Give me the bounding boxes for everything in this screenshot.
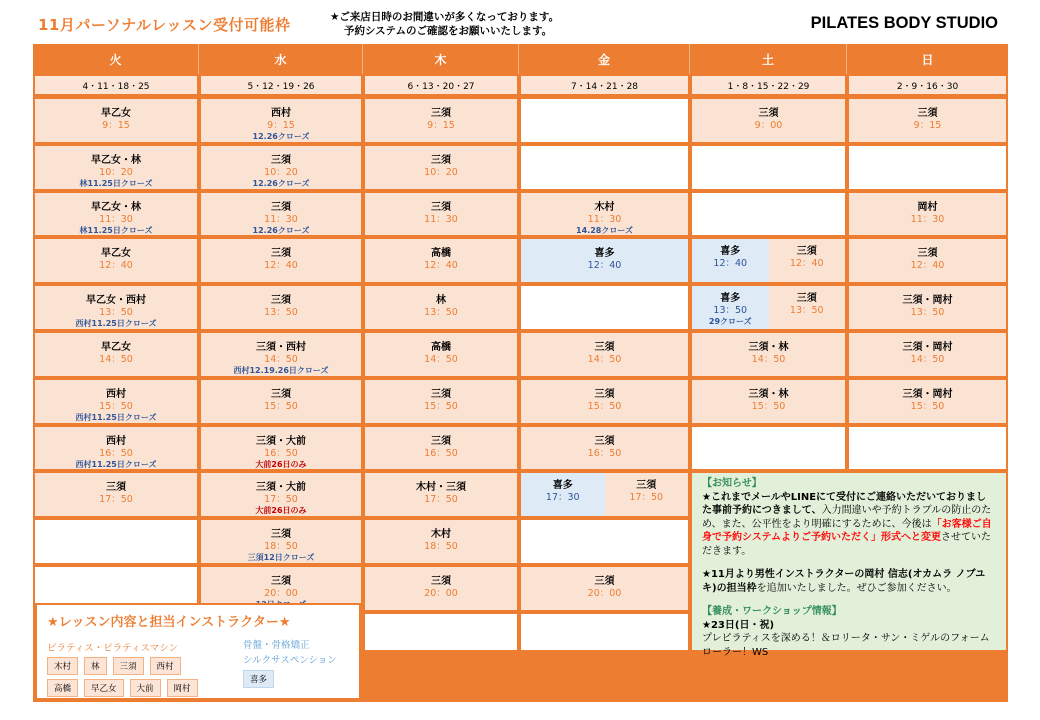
reservation-notice [330, 10, 630, 38]
instructor-name: 三須 [594, 575, 615, 587]
slot-thu-2[interactable] [365, 146, 517, 189]
slot-time: 20：00 [424, 587, 458, 599]
instructor-name: 林 [436, 295, 446, 307]
slot-tue-6[interactable] [35, 333, 197, 376]
slot-sat-5[interactable] [692, 286, 845, 329]
slot-tue-5[interactable] [35, 286, 197, 329]
slot-time: 13：50 [264, 307, 298, 319]
day-header-sun: 日 [847, 44, 1008, 74]
instructor-name: 三須 [271, 575, 291, 587]
slot-sun-3[interactable] [849, 193, 1006, 236]
slot-time: 17：50 [99, 494, 133, 506]
slot-time: 14：50 [587, 353, 622, 365]
instructor-name: 喜多 [720, 293, 741, 305]
instructor-chip: 林 [84, 657, 107, 675]
instructor-name: 西村 [271, 108, 291, 119]
slot-thu-5[interactable] [365, 286, 517, 329]
closure-note: 西村11.25日クローズ [75, 412, 157, 422]
slot-time: 13：50 [789, 305, 824, 317]
instructor-name: 西村 [106, 388, 126, 400]
slot-thu-4[interactable] [365, 239, 517, 282]
slot-time: 15：50 [587, 400, 622, 412]
slot-fri-8[interactable] [521, 427, 688, 470]
slot-wed-2[interactable] [201, 146, 361, 189]
pilates-label: ピラティス・ピラティスマシン [47, 643, 179, 654]
slot-thu-8[interactable] [365, 427, 517, 470]
instructor-name: 三須 [271, 295, 291, 307]
instructor-name: 三須 [431, 388, 451, 400]
instructor-chip: 三須 [113, 657, 144, 675]
slot-time: 13：50 [910, 307, 945, 319]
slot-time: 16：50 [264, 447, 298, 459]
slot-time: 13：50 [99, 307, 133, 319]
instructor-name: 三須・西村 [256, 341, 306, 353]
slot-time: 9：15 [267, 120, 295, 131]
slot-sun-4[interactable] [849, 239, 1006, 282]
instructor-chip: 早乙女 [84, 679, 124, 697]
slot-time: 10：20 [424, 166, 458, 178]
instructor-name: 三須 [431, 435, 451, 447]
slot-fri-7[interactable] [521, 380, 688, 423]
availability-note: 大前26日のみ [255, 459, 307, 469]
instructor-name: 喜多 [594, 248, 615, 260]
slot-fri-3[interactable] [521, 193, 688, 236]
notice-line-1: ★ご来店日時のお間違いが多くなっております。 [330, 11, 560, 23]
slot-time: 13：50 [424, 307, 458, 319]
instructor-name: 早乙女 [101, 248, 131, 260]
date-header-sun: 2・9・16・30 [849, 76, 1006, 94]
date-header-tue: 4・11・18・25 [35, 76, 197, 94]
pelvis-label: 骨盤・骨格矯正 [243, 640, 310, 651]
slot-thu-6[interactable] [365, 333, 517, 376]
lesson-instructor-box [35, 603, 361, 700]
instructor-name: 三須 [594, 341, 615, 353]
slot-sat-6[interactable] [692, 333, 845, 376]
slot-thu-7[interactable] [365, 380, 517, 423]
instructor-name: 三須 [271, 248, 291, 260]
announcement-emphasis: 「お客様ご自身で予約システムよりご予約いただく」形式へと変更 [702, 518, 992, 544]
day-header-tue: 火 [33, 44, 199, 74]
slot-sat-8 [692, 427, 845, 470]
slot-sat-4-b[interactable] [769, 239, 846, 282]
slot-tue-3[interactable] [35, 193, 197, 236]
slot-time: 9：15 [913, 120, 942, 131]
pelvis-silk-group [243, 640, 337, 697]
announcement-text: ★これまでメールやLINEにて受付にご連絡いただいておりました事前予約につきまして、 [702, 491, 987, 517]
slot-thu-12 [365, 614, 517, 650]
workshop-heading: 【養成・ワークショップ情報】 [702, 606, 842, 618]
slot-time: 17：30 [545, 492, 580, 504]
instructor-name: 三須・岡村 [902, 295, 953, 307]
announcement-text: ★11月より男性インストラクターの岡村 信志(オカムラ ノブユキ)の担当枠 [702, 569, 986, 594]
instructor-name: 三須 [431, 575, 451, 587]
slot-fri-6[interactable] [521, 333, 688, 376]
slot-time: 20：00 [264, 587, 298, 599]
slot-time: 15：50 [264, 400, 298, 412]
lesson-title: ★レッスン内容と担当インストラクター★ [47, 615, 291, 630]
slot-time: 9：15 [102, 120, 130, 131]
slot-time: 13：50 [713, 305, 748, 317]
slot-wed-5[interactable] [201, 286, 361, 329]
announcement-reservation [702, 491, 996, 559]
instructor-name: 早乙女・林 [91, 201, 141, 213]
slot-sat-4-a[interactable] [692, 239, 769, 282]
instructor-chip: 高橋 [47, 679, 78, 697]
date-header-wed: 5・12・19・26 [201, 76, 361, 94]
slot-wed-10[interactable] [201, 520, 361, 563]
studio-name: PILATES BODY STUDIO [810, 14, 998, 32]
instructor-name: 三須 [431, 154, 451, 166]
closure-note: 29クローズ [708, 317, 752, 327]
announcement-text: させていただきます。 [702, 532, 991, 557]
slot-tue-4[interactable] [35, 239, 197, 282]
instructor-name: 岡村 [917, 201, 938, 213]
instructor-name: 喜多 [720, 246, 741, 258]
instructor-name: 三須 [758, 108, 779, 119]
day-header-wed: 水 [199, 44, 363, 74]
instructor-name: 三須 [271, 201, 291, 213]
instructor-name: 三須 [796, 293, 817, 305]
closure-note: 12.26クローズ [252, 132, 310, 141]
slot-sat-4[interactable] [692, 239, 845, 282]
slot-time: 10：20 [264, 166, 298, 178]
instructor-name: 三須・林 [748, 388, 789, 400]
silk-label: シルクサスペンション [243, 655, 337, 666]
slot-sat-7[interactable] [692, 380, 845, 423]
slot-tue-8[interactable] [35, 427, 197, 470]
slot-sat-1[interactable] [692, 99, 845, 142]
pilates-group [47, 640, 217, 697]
slot-fri-9-a[interactable] [521, 473, 605, 516]
slot-time: 17：50 [264, 494, 298, 506]
slot-time: 16：50 [587, 447, 622, 459]
slot-wed-3[interactable] [201, 193, 361, 236]
closure-note: 林11.25日クローズ [79, 178, 153, 188]
slot-fri-5 [521, 286, 688, 329]
slot-tue-1[interactable] [35, 99, 197, 142]
slot-wed-1[interactable] [201, 99, 361, 142]
instructor-name: 西村 [106, 435, 126, 447]
instructor-name: 三須・大前 [256, 482, 306, 494]
announcement-panel [692, 473, 1006, 658]
slot-time: 14：50 [424, 353, 458, 365]
instructor-name: 早乙女・西村 [86, 295, 146, 307]
instructor-chip: 西村 [150, 657, 181, 675]
slot-thu-10[interactable] [365, 520, 517, 563]
instructor-name: 高橋 [431, 341, 451, 353]
slot-time: 9：15 [427, 120, 455, 131]
workshop-date: ★23日(日・祝) [702, 619, 775, 631]
date-header-sat: 1・8・15・22・29 [692, 76, 845, 94]
slot-sun-5[interactable] [849, 286, 1006, 329]
closure-note: 西村11.25日クローズ [75, 319, 157, 329]
instructor-name: 三須 [594, 435, 615, 447]
slot-fri-9[interactable] [521, 473, 688, 516]
announcement-text: 入力間違いや予約トラブルの防止のため、また、公平性をより明確にするために、今後は [702, 505, 992, 530]
slot-fri-4[interactable] [521, 239, 688, 282]
slot-time: 11：30 [264, 213, 298, 225]
instructor-chip: 大前 [130, 679, 161, 697]
slot-time: 14：50 [99, 353, 133, 365]
instructor-name: 三須 [917, 108, 938, 119]
slot-sat-3 [692, 193, 845, 236]
slot-fri-11[interactable] [521, 567, 688, 610]
slot-tue-10 [35, 520, 197, 563]
instructor-name: 三須 [594, 388, 615, 400]
day-header-sat: 土 [690, 44, 847, 74]
slot-thu-11[interactable] [365, 567, 517, 610]
slot-sun-6[interactable] [849, 333, 1006, 376]
slot-time: 12：40 [910, 260, 945, 272]
slot-tue-7[interactable] [35, 380, 197, 423]
instructor-name: 木村・三須 [416, 482, 466, 494]
instructor-name: 三須 [271, 154, 291, 166]
closure-note: 14.28クローズ [576, 225, 633, 235]
instructor-name: 三須 [431, 108, 451, 119]
slot-time: 11：30 [587, 213, 622, 225]
closure-note: 12.26クローズ [252, 178, 310, 188]
instructor-name: 喜多 [552, 480, 573, 492]
slot-wed-7[interactable] [201, 380, 361, 423]
date-header-thu: 6・13・20・27 [365, 76, 517, 94]
slot-time: 15：50 [751, 400, 786, 412]
instructor-name: 三須 [636, 480, 657, 492]
slot-time: 11：30 [910, 213, 945, 225]
slot-sun-1[interactable] [849, 99, 1006, 142]
instructor-name: 三須・林 [748, 341, 789, 353]
closure-note: 三須12日クローズ [247, 553, 315, 563]
slot-time: 20：00 [587, 587, 622, 599]
slot-time: 16：50 [99, 447, 133, 459]
instructor-name: 三須 [796, 246, 817, 258]
instructor-name: 木村 [594, 201, 615, 213]
instructor-name: 三須 [106, 482, 126, 494]
slot-time: 12：40 [587, 260, 622, 272]
announcement-text: を追加いたしました。ぜひご参加ください。 [756, 582, 957, 594]
page-title: 11月パーソナルレッスン受付可能枠 [38, 16, 291, 34]
slot-fri-1 [521, 99, 688, 142]
slot-fri-12 [521, 614, 688, 650]
slot-time: 16：50 [424, 447, 458, 459]
slot-thu-1[interactable] [365, 99, 517, 142]
instructor-name: 早乙女・林 [91, 154, 141, 166]
slot-time: 12：40 [713, 258, 748, 270]
slot-time: 18：50 [424, 541, 458, 553]
slot-time: 10：20 [99, 166, 133, 178]
slot-thu-3[interactable] [365, 193, 517, 236]
slot-time: 12：40 [789, 258, 824, 270]
slot-wed-6[interactable] [201, 333, 361, 376]
slot-time: 11：30 [99, 213, 133, 225]
slot-sat-2 [692, 146, 845, 189]
slot-sun-2 [849, 146, 1006, 189]
notice-line-2: 予約システムのご確認をお願いいたします。 [344, 25, 553, 37]
slot-sun-8 [849, 427, 1006, 470]
day-header-fri: 金 [519, 44, 690, 74]
instructor-chip: 岡村 [167, 679, 198, 697]
closure-note: 林11.25日クローズ [79, 225, 153, 235]
instructor-name: 三須 [271, 529, 291, 541]
slot-sat-5-b[interactable] [769, 286, 846, 329]
instructor-chip: 木村 [47, 657, 78, 675]
availability-note: 大前26日のみ [255, 506, 307, 516]
slot-time: 18：50 [264, 541, 298, 553]
instructor-name: 三須 [431, 201, 451, 213]
day-header-thu: 木 [363, 44, 519, 74]
slot-tue-9[interactable] [35, 473, 197, 516]
slot-time: 14：50 [264, 353, 298, 365]
instructor-name: 早乙女 [101, 108, 131, 119]
slot-fri-10 [521, 520, 688, 563]
slot-time: 17：50 [629, 492, 664, 504]
instructor-name: 三須・岡村 [902, 388, 953, 400]
date-header-fri: 7・14・21・28 [521, 76, 688, 94]
closure-note: 西村12.19.26日クローズ [233, 365, 329, 375]
instructor-chip: 喜多 [243, 670, 274, 688]
slot-time: 17：50 [424, 494, 458, 506]
announcement-heading: 【お知らせ】 [702, 478, 762, 490]
slot-tue-2[interactable] [35, 146, 197, 189]
slot-time: 15：50 [424, 400, 458, 412]
instructor-name: 三須 [271, 388, 291, 400]
slot-time: 9：00 [754, 120, 783, 131]
announcement-instructor [702, 568, 996, 595]
slot-time: 11：30 [424, 213, 458, 225]
slot-time: 12：40 [424, 260, 458, 272]
slot-time: 15：50 [99, 400, 133, 412]
instructor-name: 高橋 [431, 248, 451, 260]
slot-time: 14：50 [751, 353, 786, 365]
slot-time: 12：40 [264, 260, 298, 272]
instructor-name: 早乙女 [101, 341, 131, 353]
slot-thu-9[interactable] [365, 473, 517, 516]
instructor-name: 三須・大前 [256, 435, 306, 447]
instructor-name: 木村 [431, 529, 451, 541]
slot-time: 15：50 [910, 400, 945, 412]
slot-fri-9-b[interactable] [605, 473, 689, 516]
closure-note: 西村11.25日クローズ [75, 459, 157, 469]
slot-fri-2 [521, 146, 688, 189]
instructor-name: 三須 [917, 248, 938, 260]
slot-wed-4[interactable] [201, 239, 361, 282]
slot-wed-9[interactable] [201, 473, 361, 516]
slot-wed-8[interactable] [201, 427, 361, 470]
slot-time: 14：50 [910, 353, 945, 365]
instructor-name: 三須・岡村 [902, 341, 953, 353]
slot-sat-5-a[interactable] [692, 286, 769, 329]
slot-time: 12：40 [99, 260, 133, 272]
workshop-title: プレピラティスを深める！＆ロリータ・サン・ミゲルのフォームローラー！WS [702, 633, 990, 658]
slot-sun-7[interactable] [849, 380, 1006, 423]
closure-note: 12.26クローズ [252, 225, 310, 235]
